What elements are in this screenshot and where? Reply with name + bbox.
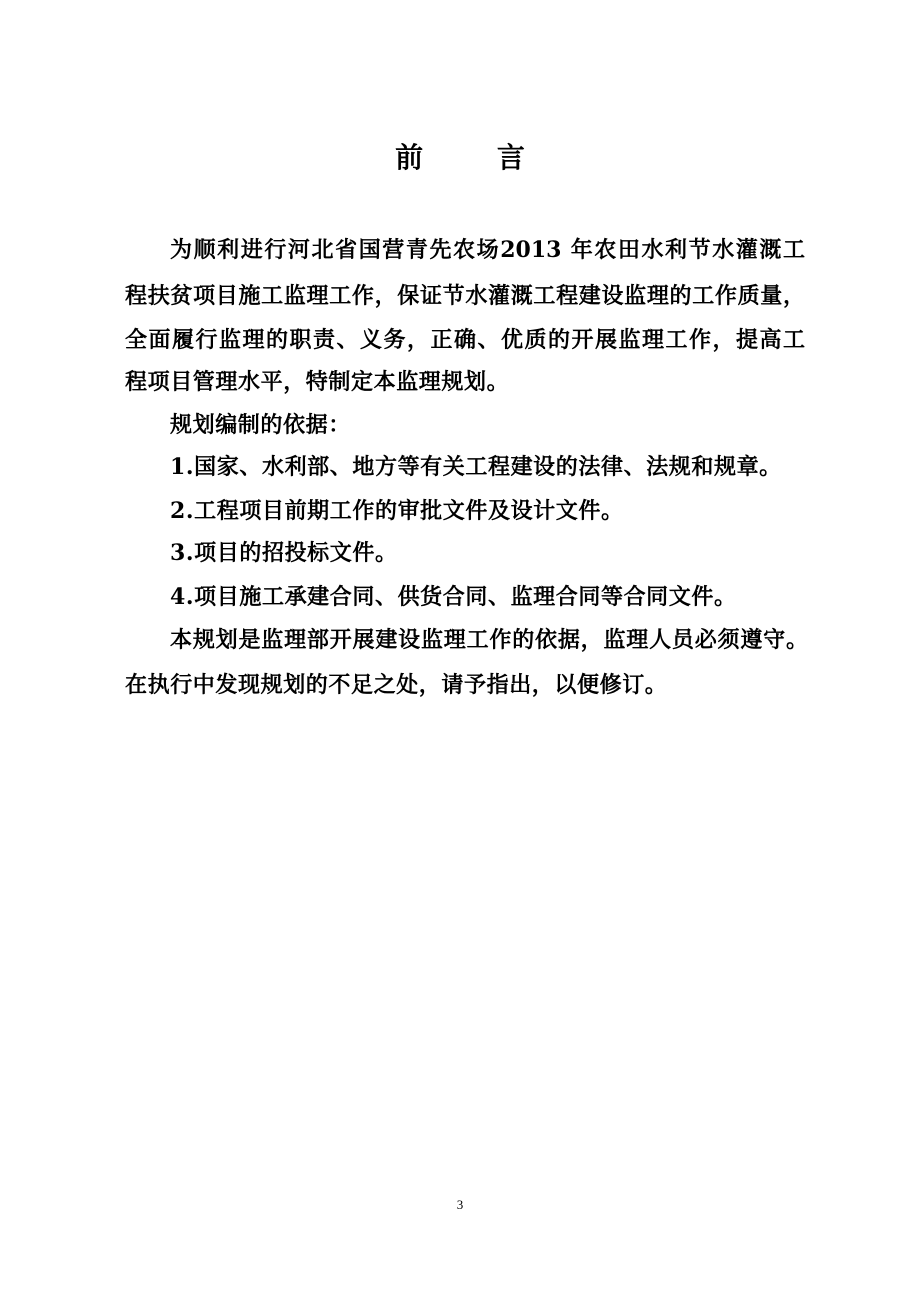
page-title: 前 言 xyxy=(395,141,557,174)
basis-item-3: 3.项目的招投标文件。 xyxy=(170,540,398,566)
basis-item-2: 2.工程项目前期工作的审批文件及设计文件。 xyxy=(170,498,624,524)
intro-line-3: 全面履行监理的职责、义务，正确、优质的开展监理工作，提高工 xyxy=(125,327,805,353)
closing-line-2: 在执行中发现规划的不足之处，请予指出，以便修订。 xyxy=(125,672,668,698)
basis-item-4: 4.项目施工承建合同、供货合同、监理合同等合同文件。 xyxy=(170,584,737,610)
intro-line-4: 程项目管理水平，特制定本监理规划。 xyxy=(125,369,510,395)
intro-line-2: 程扶贫项目施工监理工作，保证节水灌溉工程建设监理的工作质量， xyxy=(125,283,805,309)
page-number: 3 xyxy=(456,1197,464,1212)
basis-item-1: 1.国家、水利部、地方等有关工程建设的法律、法规和规章。 xyxy=(170,454,782,480)
basis-heading: 规划编制的依据： xyxy=(170,412,351,438)
intro-line-1: 为顺利进行河北省国营青先农场2013 年农田水利节水灌溉工 xyxy=(170,237,805,263)
closing-line-1: 本规划是监理部开展建设监理工作的依据，监理人员必须遵守。 xyxy=(170,627,808,653)
